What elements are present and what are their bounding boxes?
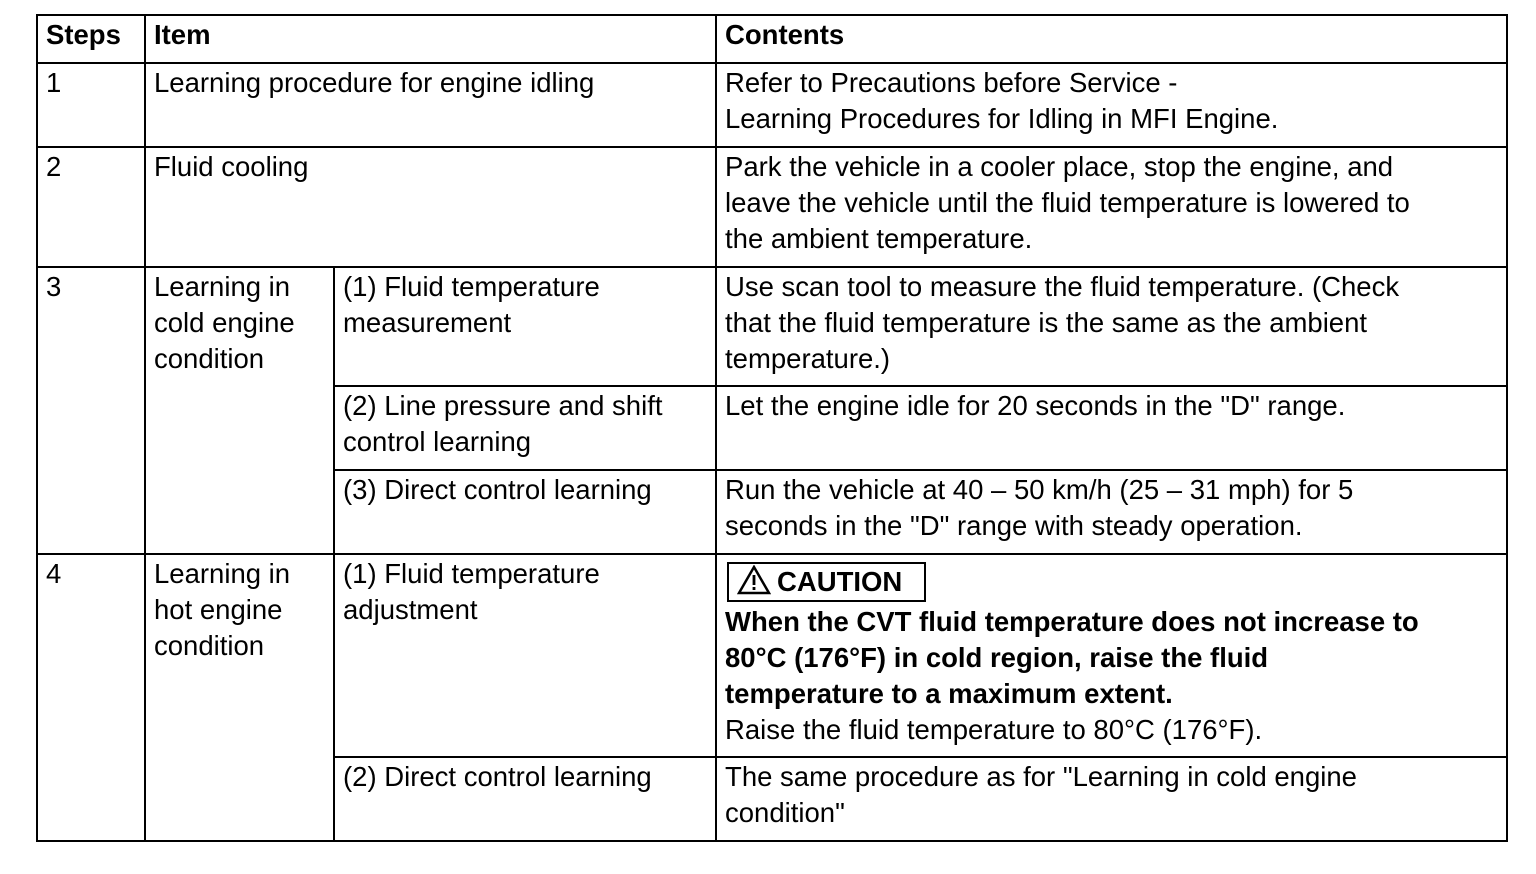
caution-line: When the CVT fluid temperature does not increase to <box>725 606 1419 637</box>
contents-line: the ambient temperature. <box>725 223 1033 254</box>
contents-cell <box>716 147 1507 267</box>
item-cell <box>145 267 334 554</box>
sub-item-cell <box>334 757 716 841</box>
item-line: condition <box>154 343 265 374</box>
table-row <box>37 267 1507 386</box>
item-header: Item <box>145 15 716 63</box>
item-line: hot engine <box>154 594 283 625</box>
item-cell <box>145 554 334 841</box>
contents-line: temperature.) <box>725 343 891 374</box>
contents-cell <box>716 470 1507 554</box>
caution-line: temperature to a maximum extent. <box>725 678 1173 709</box>
contents-cell <box>716 554 1507 757</box>
table-row <box>37 554 1507 757</box>
step-number: 3 <box>37 267 145 554</box>
contents-line: Run the vehicle at 40 – 50 km/h (25 – 31 mph) for 5 <box>725 474 1354 505</box>
caution-line: 80°C (176°F) in cold region, raise the fluid <box>725 642 1269 673</box>
item-cell: Learning procedure for engine idling <box>145 63 716 147</box>
sub-item-cell <box>334 470 716 554</box>
contents-line: Let the engine idle for 20 seconds in the "D" range. <box>725 390 1346 421</box>
sub-item-line: adjustment <box>343 594 478 625</box>
sub-item-cell <box>334 386 716 470</box>
contents-line: leave the vehicle until the fluid temperature is lowered to <box>725 187 1410 218</box>
item-cell: Fluid cooling <box>145 147 716 267</box>
contents-line: Use scan tool to measure the fluid temperature. (Check <box>725 271 1400 302</box>
contents-cell <box>716 63 1507 147</box>
contents-cell <box>716 386 1507 470</box>
contents-line: Learning Procedures for Idling in MFI Engine. <box>725 103 1279 134</box>
contents-line: Refer to Precautions before Service - <box>725 67 1178 98</box>
sub-item-cell <box>334 267 716 386</box>
sub-item-line: (1) Fluid temperature <box>343 558 600 589</box>
step-number: 1 <box>37 63 145 147</box>
contents-header: Contents <box>716 15 1507 63</box>
step-number: 2 <box>37 147 145 267</box>
sub-item-line: (3) Direct control learning <box>343 474 652 505</box>
steps-header: Steps <box>37 15 145 63</box>
sub-item-line: measurement <box>343 307 512 338</box>
contents-line: The same procedure as for "Learning in cold engine <box>725 761 1357 792</box>
table-row <box>37 63 1507 147</box>
item-line: Learning in <box>154 271 291 302</box>
contents-line: condition" <box>725 797 845 828</box>
contents-line: Raise the fluid temperature to 80°C (176°F). <box>725 714 1263 745</box>
sub-item-cell <box>334 554 716 757</box>
caution-label: CAUTION <box>777 566 903 597</box>
sub-item-line: (2) Line pressure and shift <box>343 390 663 421</box>
sub-item-line: (1) Fluid temperature <box>343 271 600 302</box>
step-number: 4 <box>37 554 145 841</box>
item-line: cold engine <box>154 307 295 338</box>
sub-item-line: (2) Direct control learning <box>343 761 652 792</box>
warning-triangle-icon <box>737 565 771 595</box>
contents-line: Park the vehicle in a cooler place, stop the engine, and <box>725 151 1394 182</box>
contents-cell <box>716 267 1507 386</box>
table-row <box>37 147 1507 267</box>
caution-label-box <box>727 562 926 602</box>
sub-item-line: control learning <box>343 426 532 457</box>
contents-cell <box>716 757 1507 841</box>
header-row <box>37 15 1507 63</box>
item-line: Learning in <box>154 558 291 589</box>
contents-line: seconds in the "D" range with steady operation. <box>725 510 1303 541</box>
procedure-table <box>36 14 1508 842</box>
contents-line: that the fluid temperature is the same as the ambient <box>725 307 1368 338</box>
item-line: condition <box>154 630 265 661</box>
